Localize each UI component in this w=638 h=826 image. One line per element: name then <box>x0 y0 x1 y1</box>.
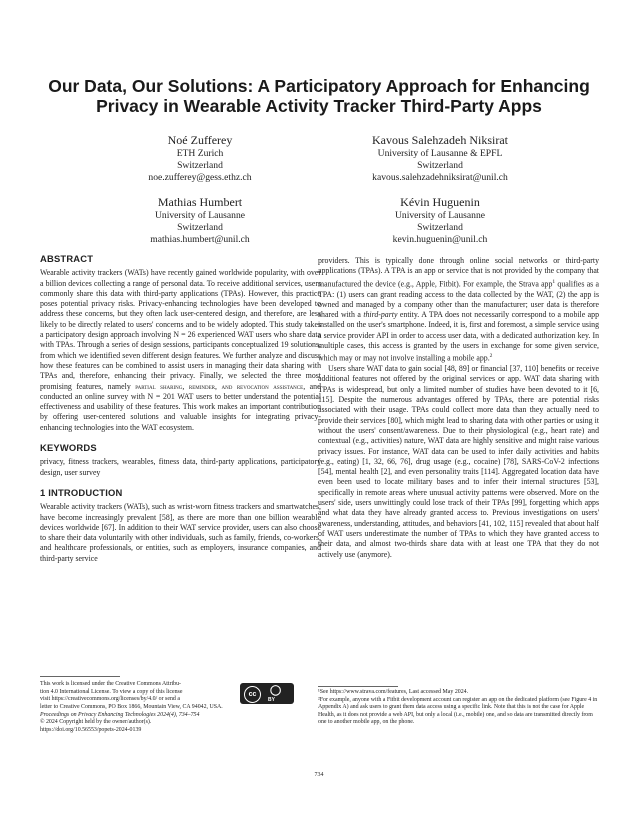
footnote-ref: 2 <box>489 353 493 360</box>
author-block <box>350 195 530 247</box>
footnote-1: ¹See https://www.strava.com/features, Last accessed May 2024. <box>318 689 469 695</box>
title-line-2: Privacy in Wearable Activity Tracker Third-Party Apps <box>96 96 542 116</box>
left-column <box>40 254 321 564</box>
paper-title <box>40 76 598 116</box>
license-line: This work is licensed under the Creative Commons Attribu- <box>40 681 182 687</box>
footnote-ref: 1 <box>552 278 556 285</box>
doi-line: https://doi.org/10.56553/popets-2024-0139 <box>40 726 142 733</box>
right-text: qualifies as a TPA: (1) users can grant reading access to the data collected by the WAT, (2) the app is owned and managed by a company other than the manufacturer; user data is therefore shared with a <box>318 279 599 320</box>
author-name: Kévin Huguenin <box>400 195 480 209</box>
author-block <box>120 133 280 185</box>
author-affiliation: University of Lausanne & EPFL <box>377 148 503 159</box>
license-line: letter to Creative Commons, PO Box 1866, Mountain View, CA 94042, USA. <box>40 704 223 710</box>
author-email: kevin.huguenin@unil.ch <box>392 234 488 246</box>
license-notice <box>40 681 240 704</box>
author-affiliation: University of Lausanne <box>394 210 486 221</box>
person-icon: ◯ <box>270 685 282 696</box>
by-label: BY <box>268 697 275 703</box>
right-text: entity. A TPA does not necessarily correspond to a mobile app installed on the user's smartphone. Indeed, it is, first and foremost, a simple service using a service provider API in order to access user data, with a dedicated authorization key. In multiple cases, this access is granted by the users in exchange for some given service, which may or may not involve installing a mobile app. <box>318 310 600 363</box>
abstract-features: partial sharing, reminder, and revocation assistance <box>135 381 304 391</box>
keywords-text: privacy, fitness trackers, wearables, fitness data, third-party applications, participatory design, user survey <box>40 457 321 477</box>
abstract-text <box>40 268 321 433</box>
author-name: Kavous Salehzadeh Niksirat <box>372 133 508 147</box>
creative-commons-badge <box>240 683 294 704</box>
keywords-heading: KEYWORDS <box>40 442 97 454</box>
page-number: 734 <box>314 772 324 778</box>
license-rule <box>40 676 120 677</box>
footnote-2: ²For example, anyone with a Fitbit development account can register an app on the dedicated platform (see Figure 4 in Appendix A) and ask users to grant them data access using a specific link. Note that this is not the case for Apple Health, as it does not provide a web API, but only a local (i.e., mobile) one, and so data are transmitted directly from one to another mobile app, on the phone. <box>318 696 598 726</box>
right-paragraph-1 <box>318 256 599 364</box>
author-block <box>120 195 280 247</box>
right-paragraph-2: Users share WAT data to gain social [48, 89] or financial [37, 110] benefits or receive additional features not offered by the original services or app. WAT data sharing with TPAs is widespread, but only a limited number of studies have been devoted to it [6, 115]. Despite the numerous advantages offered by TPAs, there are potential risks associated with their usage. TPAs could collect more data than they actually need to provide their services [80], which might lead to sharing data with other parties or using it without the users' consent/awareness. Due to their physiological (e.g., heart rate) and contextual (e.g., activities) nature, WAT data are highly sensitive and might raise various privacy issues. For instance, WAT data can be used to infer daily activities and habits (e.g., eating) [1, 32, 66, 76], drug usage (e.g., cocaine) [78], SARS-CoV-2 infections [54], mental health [2], and even personality traits [114]. Aggregated location data have even been used to locate military bases and to infer their internal structures [53], specifically in remote areas where unusual activity patterns were observed. More on the users' side, users unwittingly could lose track of their TPAs [99], forgetting which apps and what data they have already granted access to. Previous investigations on users' awareness, understanding, attitudes, and behaviors [41, 102, 115] revealed that about half of WAT users underestimate the number of TPAs to which they have granted access to their data, and almost two-thirds share data with at least one TPA that they do not actively use (anymore). <box>318 364 599 559</box>
license-line: tion 4.0 International License. To view a copy of this license <box>40 688 183 695</box>
right-text-italic: third-party <box>363 310 398 320</box>
author-email: kavous.salehzadehniksirat@unil.ch <box>372 172 508 184</box>
abstract-heading: ABSTRACT <box>40 253 94 264</box>
author-affiliation: University of Lausanne <box>154 210 246 221</box>
cc-icon: cc <box>244 686 261 703</box>
title-line-1: Our Data, Our Solutions: A Participatory Approach for Enhancing <box>48 76 590 96</box>
author-country: Switzerland <box>417 222 463 234</box>
author-country: Switzerland <box>177 222 223 234</box>
license-line: visit https://creativecommons.org/licenses/by/4.0/ or send a <box>40 696 180 703</box>
author-country: Switzerland <box>417 160 463 172</box>
author-affiliation: ETH Zurich <box>176 148 224 159</box>
footnote-rule <box>318 686 398 687</box>
abstract-body-end: , and conducted an online survey with N = 201 WAT users to better understand the potential effectiveness and usability of these features. This work makes an important contribution by offering user-centered solutions and valuable insights for integrating privacy-enhancing technologies into the WAT ecosystem. <box>40 381 322 432</box>
introduction-paragraph: Wearable activity trackers (WATs), such as wrist-worn fitness trackers and smartwatches, have become increasingly prevalent [58], as there are more than one billion wearable devices worldwide [67]. In addition to their WAT service provider, users can also choose to share their data voluntarily with other individuals, such as family, friends, co-workers, and healthcare professionals, or entities, such as employers, insurance companies, and third-party service <box>40 502 321 563</box>
author-name: Mathias Humbert <box>157 195 243 209</box>
author-block <box>330 133 550 185</box>
footnotes <box>318 689 599 727</box>
license-notice-lower <box>40 704 322 734</box>
author-country: Switzerland <box>177 160 223 172</box>
author-email: noe.zufferey@gess.ethz.ch <box>148 172 252 184</box>
copyright-line: © 2024 Copyright held by the owner/author(s). <box>40 719 152 726</box>
right-text: providers. This is typically done through online social networks or third-party applications (TPAs). A TPA is an app or service that is not provided by the company that manufactured the device (e.g., Apple, Fitbit). For example, the Strava app <box>318 256 599 289</box>
author-name: Noé Zufferey <box>167 133 233 147</box>
abstract-body: Wearable activity trackers (WATs) have recently gained worldwide popularity, with over a billion devices collecting a range of personal data. To receive additional services, users commonly share this data with third-party applications (TPAs). However, this practice poses potential privacy risks. Privacy-enhancing technologies have been developed to address these concerns, but they often lack user-centered design, and therefore, are less likely to be directly related to users' concerns and to be widely adopted. This study takes a participatory design approach involving N = 26 experienced WAT users who share data with TPAs. Through a series of design sessions, participants conceptualized 19 solutions, from which we identified seven different design features. We further analyze and discuss how these features can be combined to assist users in managing their data sharing with TPAs and, therefore, enhancing their privacy. Finally, we selected the three most promising features, namely <box>40 268 321 391</box>
right-column <box>318 256 599 560</box>
author-email: mathias.humbert@unil.ch <box>150 234 250 246</box>
proceedings-line: Proceedings on Privacy Enhancing Technologies 2024(4), 734–754 <box>40 711 200 718</box>
introduction-heading: 1 INTRODUCTION <box>40 486 123 498</box>
